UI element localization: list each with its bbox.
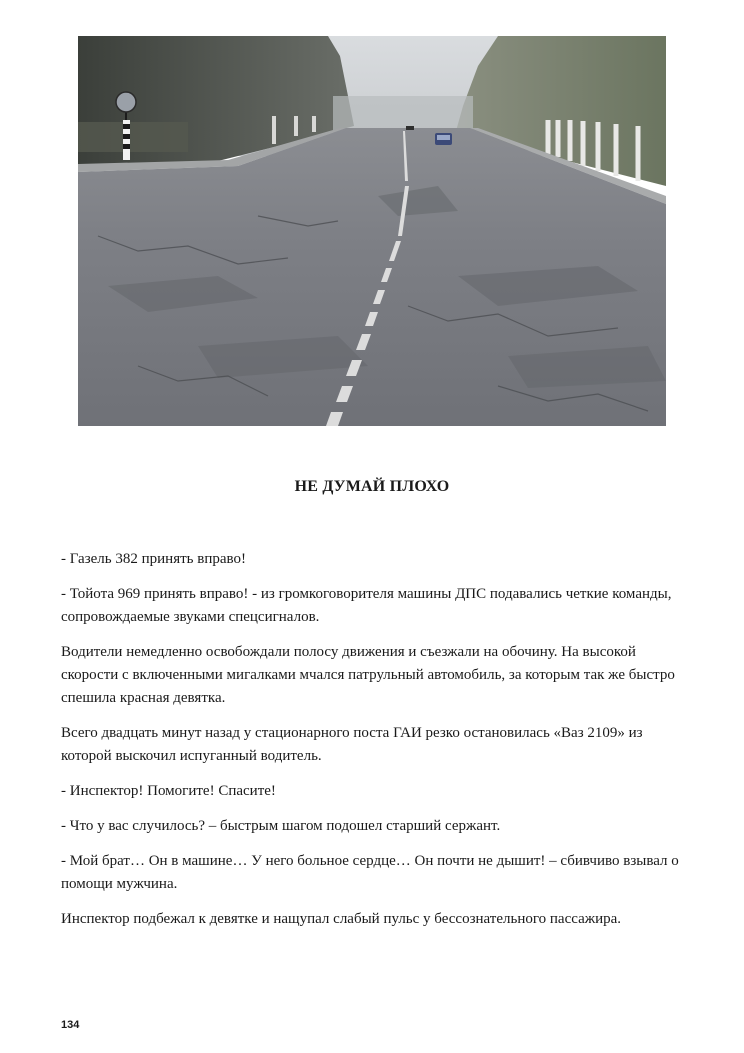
road-photo <box>78 36 666 426</box>
paragraph: - Газель 382 принять вправо! <box>61 551 246 567</box>
paragraph: - Что у вас случилось? – быстрым шагом подошел старший сержант. <box>61 818 501 834</box>
paragraph: Водители немедленно освобождали полосу движения и съезжали на обочину. На высокой скорости с включенными мигалками мчался патрульный автомобиль, за которым так же быстро спешила красная девятка. <box>61 644 675 706</box>
paragraph: - Мой брат… Он в машине… У него больное сердце… Он почти не дышит! – сбивчиво взывал о помощи мужчина. <box>61 853 679 892</box>
chapter-title: НЕ ДУМАЙ ПЛОХО <box>294 478 450 495</box>
paragraph: Всего двадцать минут назад у стационарного поста ГАИ резко остановилась «Ваз 2109» из которой выскочил испуганный водитель. <box>61 725 643 764</box>
paragraph: Инспектор подбежал к девятке и нащупал слабый пульс у бессознательного пассажира. <box>61 911 622 927</box>
story-text <box>61 548 681 943</box>
paragraph: - Тойота 969 принять вправо! - из громкоговорителя машины ДПС подавались четкие команды, сопровождаемые звуками спецсигналов. <box>61 586 672 625</box>
page-number: 134 <box>61 1019 80 1031</box>
paragraph: - Инспектор! Помогите! Спасите! <box>61 783 276 799</box>
